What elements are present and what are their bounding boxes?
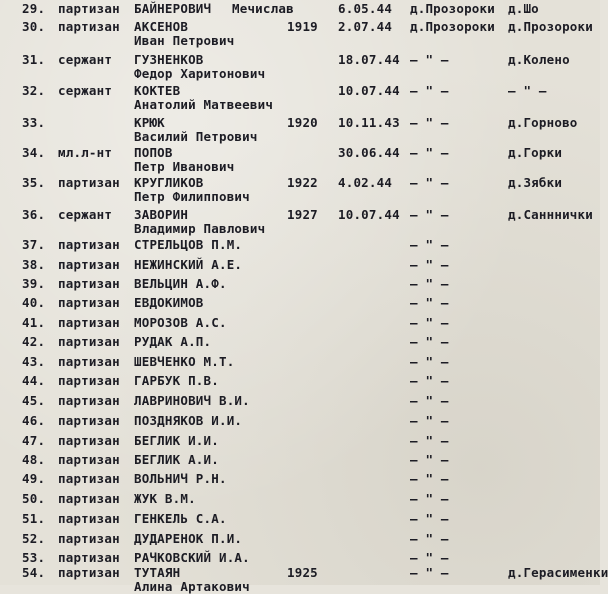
row-rank: сержант xyxy=(58,83,113,98)
row-surname: ЕВДОКИМОВ xyxy=(134,295,204,310)
row-death-place: – " – xyxy=(410,207,449,222)
row-burial-place: д.Герасименки xyxy=(508,565,608,580)
row-number: 33. xyxy=(22,115,46,130)
row-death-place: – " – xyxy=(410,315,449,330)
row-burial-place: д.Горново xyxy=(508,115,578,130)
row-surname: ГУЗНЕНКОВ xyxy=(134,52,204,67)
row-burial-place: д.Шо xyxy=(508,1,539,16)
row-surname: АКСЕНОВ xyxy=(134,19,189,34)
row-surname: БЕГЛИК А.И. xyxy=(134,452,219,467)
row-death-place: – " – xyxy=(410,393,449,408)
row-death-place: – " – xyxy=(410,550,449,565)
row-surname: ВЕЛЬЦИН А.Ф. xyxy=(134,276,227,291)
row-death-place: – " – xyxy=(410,175,449,190)
row-surname: МОРОЗОВ А.С. xyxy=(134,315,227,330)
row-rank: партизан xyxy=(58,393,120,408)
row-surname: ДУДАРЕНОК П.И. xyxy=(134,531,243,546)
row-given-name: Мечислав xyxy=(232,1,294,16)
row-number: 32. xyxy=(22,83,46,98)
row-surname: БЕГЛИК И.И. xyxy=(134,433,219,448)
row-number: 40. xyxy=(22,295,46,310)
row-death-place: – " – xyxy=(410,511,449,526)
row-rank: партизан xyxy=(58,433,120,448)
row-rank: партизан xyxy=(58,237,120,252)
row-surname: КРЮК xyxy=(134,115,165,130)
row-given-name: Алина Артакович xyxy=(134,579,250,594)
row-given-name: Владимир Павлович xyxy=(134,221,266,236)
row-death-place: – " – xyxy=(410,413,449,428)
row-number: 53. xyxy=(22,550,46,565)
row-rank: партизан xyxy=(58,565,120,580)
row-rank: партизан xyxy=(58,257,120,272)
row-surname: ПОЗДНЯКОВ И.И. xyxy=(134,413,243,428)
row-death-place: – " – xyxy=(410,452,449,467)
row-rank: партизан xyxy=(58,354,120,369)
row-number: 48. xyxy=(22,452,46,467)
row-number: 31. xyxy=(22,52,46,67)
row-death-place: – " – xyxy=(410,145,449,160)
row-surname: ЖУК В.М. xyxy=(134,491,196,506)
row-birth-year: 1925 xyxy=(287,565,318,580)
row-number: 39. xyxy=(22,276,46,291)
row-death-place: – " – xyxy=(410,334,449,349)
row-death-date: 2.07.44 xyxy=(338,19,393,34)
row-death-place: – " – xyxy=(410,83,449,98)
row-number: 38. xyxy=(22,257,46,272)
row-rank: партизан xyxy=(58,550,120,565)
row-death-place: д.Прозороки xyxy=(410,1,495,16)
row-birth-year: 1919 xyxy=(287,19,318,34)
row-number: 47. xyxy=(22,433,46,448)
row-birth-year: 1927 xyxy=(287,207,318,222)
row-burial-place: д.Горки xyxy=(508,145,563,160)
row-number: 30. xyxy=(22,19,46,34)
row-given-name: Петр Иванович xyxy=(134,159,235,174)
row-number: 45. xyxy=(22,393,46,408)
row-death-place: – " – xyxy=(410,531,449,546)
row-death-date: 10.07.44 xyxy=(338,83,400,98)
row-death-place: – " – xyxy=(410,373,449,388)
row-number: 54. xyxy=(22,565,46,580)
row-number: 36. xyxy=(22,207,46,222)
row-death-place: д.Прозороки xyxy=(410,19,495,34)
row-birth-year: 1920 xyxy=(287,115,318,130)
row-death-place: – " – xyxy=(410,491,449,506)
row-birth-year: 1922 xyxy=(287,175,318,190)
row-number: 43. xyxy=(22,354,46,369)
row-given-name: Анатолий Матвеевич xyxy=(134,97,274,112)
row-rank: партизан xyxy=(58,1,120,16)
row-surname: ЗАВОРИН xyxy=(134,207,189,222)
row-surname: ПОПОВ xyxy=(134,145,173,160)
row-number: 50. xyxy=(22,491,46,506)
row-death-place: – " – xyxy=(410,295,449,310)
row-rank: партизан xyxy=(58,19,120,34)
row-burial-place: – " – xyxy=(508,83,547,98)
row-burial-place: д.Санннички xyxy=(508,207,593,222)
row-death-date: 10.07.44 xyxy=(338,207,400,222)
row-death-date: 30.06.44 xyxy=(338,145,400,160)
row-number: 41. xyxy=(22,315,46,330)
row-number: 46. xyxy=(22,413,46,428)
row-rank: сержант xyxy=(58,207,113,222)
row-number: 35. xyxy=(22,175,46,190)
row-number: 42. xyxy=(22,334,46,349)
row-surname: ЛАВРИНОВИЧ В.И. xyxy=(134,393,250,408)
row-number: 52. xyxy=(22,531,46,546)
row-surname: РУДАК А.П. xyxy=(134,334,212,349)
row-death-date: 10.11.43 xyxy=(338,115,400,130)
row-death-place: – " – xyxy=(410,471,449,486)
row-number: 44. xyxy=(22,373,46,388)
row-number: 34. xyxy=(22,145,46,160)
row-rank: партизан xyxy=(58,452,120,467)
row-rank: партизан xyxy=(58,334,120,349)
row-given-name: Федор Харитонович xyxy=(134,66,266,81)
row-death-date: 18.07.44 xyxy=(338,52,400,67)
row-death-place: – " – xyxy=(410,257,449,272)
row-rank: мл.л-нт xyxy=(58,145,113,160)
row-rank: партизан xyxy=(58,511,120,526)
row-death-place: – " – xyxy=(410,52,449,67)
row-rank: партизан xyxy=(58,531,120,546)
row-rank: сержант xyxy=(58,52,113,67)
row-death-date: 4.02.44 xyxy=(338,175,393,190)
row-given-name: Иван Петрович xyxy=(134,33,235,48)
row-burial-place: д.Прозороки xyxy=(508,19,593,34)
row-surname: ГАРБУК П.В. xyxy=(134,373,219,388)
row-number: 37. xyxy=(22,237,46,252)
row-surname: РАЧКОВСКИЙ И.А. xyxy=(134,550,250,565)
row-surname: ШЕВЧЕНКО М.Т. xyxy=(134,354,235,369)
row-rank: партизан xyxy=(58,295,120,310)
row-surname: КОКТЕВ xyxy=(134,83,181,98)
row-death-place: – " – xyxy=(410,354,449,369)
row-number: 49. xyxy=(22,471,46,486)
row-surname: ВОЛЬНИЧ Р.Н. xyxy=(134,471,227,486)
row-death-place: – " – xyxy=(410,115,449,130)
row-rank: партизан xyxy=(58,276,120,291)
row-rank: партизан xyxy=(58,491,120,506)
row-given-name: Василий Петрович xyxy=(134,129,258,144)
row-death-place: – " – xyxy=(410,276,449,291)
row-surname: ГЕНКЕЛЬ С.А. xyxy=(134,511,227,526)
row-death-place: – " – xyxy=(410,237,449,252)
row-burial-place: д.Зябки xyxy=(508,175,563,190)
row-number: 29. xyxy=(22,1,46,16)
row-burial-place: д.Колено xyxy=(508,52,570,67)
row-death-place: – " – xyxy=(410,433,449,448)
row-rank: партизан xyxy=(58,413,120,428)
row-rank: партизан xyxy=(58,373,120,388)
row-surname: НЕЖИНСКИЙ А.Е. xyxy=(134,257,243,272)
row-rank: партизан xyxy=(58,175,120,190)
row-surname: КРУГЛИКОВ xyxy=(134,175,204,190)
row-surname: БАЙНЕРОВИЧ xyxy=(134,1,212,16)
row-surname: ТУТАЯН xyxy=(134,565,181,580)
row-surname: СТРЕЛЬЦОВ П.М. xyxy=(134,237,243,252)
row-given-name: Петр Филиппович xyxy=(134,189,250,204)
row-death-date: 6.05.44 xyxy=(338,1,393,16)
row-rank: партизан xyxy=(58,471,120,486)
row-number: 51. xyxy=(22,511,46,526)
row-rank: партизан xyxy=(58,315,120,330)
row-death-place: – " – xyxy=(410,565,449,580)
